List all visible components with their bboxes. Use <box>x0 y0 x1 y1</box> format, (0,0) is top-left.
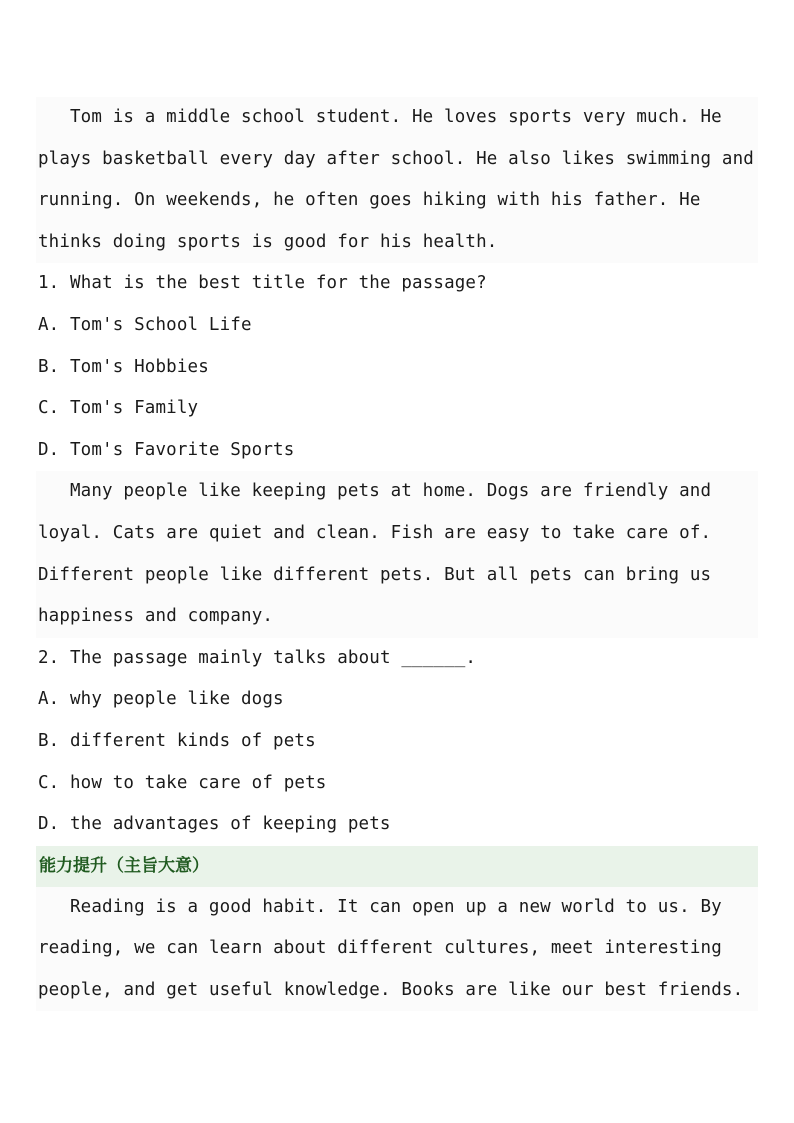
document-body <box>36 97 758 1011</box>
option-letter: A. <box>38 314 60 335</box>
passage-reading <box>36 887 758 1012</box>
option-letter: B. <box>38 356 60 377</box>
option-text: Tom's Hobbies <box>70 356 209 377</box>
option-text: how to take care of pets <box>70 772 327 793</box>
question-2-option-c <box>36 763 758 805</box>
option-text: the advantages of keeping pets <box>70 814 391 835</box>
passage-line: reading, we can learn about different cultures, meet interesting <box>38 938 722 959</box>
option-letter: C. <box>38 398 60 419</box>
passage-line: running. On weekends, he often goes hiking with his father. He <box>38 190 701 211</box>
question-2-option-d <box>36 804 758 846</box>
passage-line: loyal. Cats are quiet and clean. Fish are easy to take care of. <box>38 522 712 543</box>
passage-line: Different people like different pets. But all pets can bring us <box>38 564 712 585</box>
passage-line: plays basketball every day after school. He also likes swimming and <box>38 148 754 169</box>
question-1-option-a <box>36 305 758 347</box>
passage-line: Reading is a good habit. It can open up a new world to us. By <box>70 896 722 917</box>
question-1-option-d <box>36 430 758 472</box>
option-text: Tom's Family <box>70 398 199 419</box>
question-2-stem: 2. The passage mainly talks about ______. <box>38 647 477 668</box>
option-letter: D. <box>38 814 60 835</box>
question-2-option-b <box>36 721 758 763</box>
option-letter: B. <box>38 730 60 751</box>
option-letter: D. <box>38 439 60 460</box>
passage-tom-sports <box>36 97 758 263</box>
question-1-stem: 1. What is the best title for the passage? <box>38 273 487 294</box>
passage-line: Tom is a middle school student. He loves sports very much. He <box>70 107 722 127</box>
option-letter: A. <box>38 689 60 710</box>
question-2-option-a <box>36 679 758 721</box>
option-text: Tom's School Life <box>70 314 252 335</box>
passage-line: happiness and company. <box>38 606 274 627</box>
option-text: Tom's Favorite Sports <box>70 439 295 460</box>
option-letter: C. <box>38 772 60 793</box>
option-text: why people like dogs <box>70 689 284 710</box>
question-1-option-b <box>36 347 758 389</box>
passage-pets <box>36 471 758 637</box>
question-1-option-c <box>36 388 758 430</box>
option-text: different kinds of pets <box>70 730 316 751</box>
passage-line: Many people like keeping pets at home. Dogs are friendly and <box>70 481 712 502</box>
passage-line: people, and get useful knowledge. Books are like our best friends. <box>38 979 744 1000</box>
section-heading: 能力提升（主旨大意） <box>36 846 758 887</box>
passage-line: thinks doing sports is good for his health. <box>38 231 498 252</box>
